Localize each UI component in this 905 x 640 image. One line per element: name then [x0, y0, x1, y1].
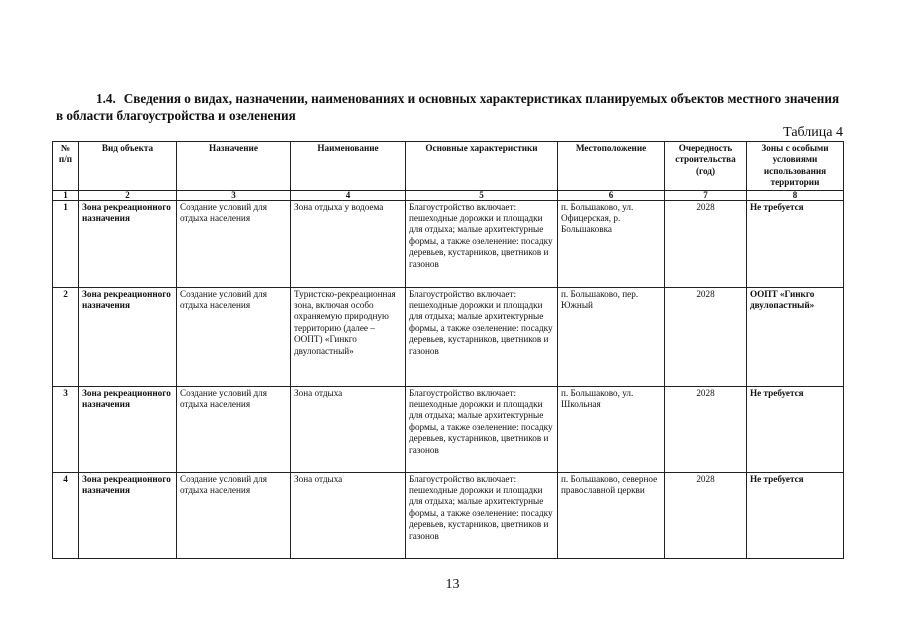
cell-number: 2	[53, 287, 79, 386]
cell-characteristics: Благоустройство включает: пешеходные дорожки и площадки для отдыха; малые архитектурные формы, а также озеленение: посадку деревьев, кустарников, цветников и газонов	[406, 472, 558, 558]
cell-zones: ООПТ «Гинкго двулопастный»	[747, 287, 844, 386]
cell-purpose: Создание условий для отдыха населения	[177, 386, 291, 472]
table-label: Таблица 4	[783, 125, 843, 140]
section-heading	[56, 90, 846, 124]
cell-name: Зона отдыха у водоема	[291, 200, 406, 287]
col-header-year: Очередность строительства (год)	[665, 142, 747, 191]
col-header-zones: Зоны с особыми условиями использования территории	[747, 142, 844, 191]
page-number: 13	[445, 577, 460, 592]
column-number-row	[53, 190, 844, 200]
col-number: 8	[747, 190, 844, 200]
cell-characteristics: Благоустройство включает: пешеходные дорожки и площадки для отдыха; малые архитектурные формы, а также озеленение: посадку деревьев, кустарников, цветников и газонов	[406, 287, 558, 386]
col-number: 7	[665, 190, 747, 200]
cell-purpose: Создание условий для отдыха населения	[177, 287, 291, 386]
planned-objects-table	[52, 141, 844, 559]
col-header-purpose: Назначение	[177, 142, 291, 191]
table-row	[53, 386, 844, 472]
cell-purpose: Создание условий для отдыха населения	[177, 200, 291, 287]
section-title: Сведения о видах, назначении, наименованиях и основных характеристиках планируемых объектов местного значения в области благоустройства и озеленения	[56, 91, 840, 123]
col-number: 2	[79, 190, 177, 200]
section-number: 1.4.	[96, 91, 116, 106]
cell-number: 4	[53, 472, 79, 558]
cell-year: 2028	[665, 386, 747, 472]
col-header-location: Местоположение	[558, 142, 665, 191]
col-header-characteristics: Основные характеристики	[406, 142, 558, 191]
cell-year: 2028	[665, 200, 747, 287]
cell-type: Зона рекреационного назначения	[79, 200, 177, 287]
cell-zones: Не требуется	[747, 200, 844, 287]
col-number: 5	[406, 190, 558, 200]
cell-type: Зона рекреационного назначения	[79, 386, 177, 472]
cell-number: 3	[53, 386, 79, 472]
cell-type: Зона рекреационного назначения	[79, 287, 177, 386]
cell-year: 2028	[665, 287, 747, 386]
cell-zones: Не требуется	[747, 472, 844, 558]
col-number: 3	[177, 190, 291, 200]
col-header-number: № п/п	[53, 142, 79, 191]
table-row	[53, 287, 844, 386]
cell-number: 1	[53, 200, 79, 287]
cell-zones: Не требуется	[747, 386, 844, 472]
cell-purpose: Создание условий для отдыха населения	[177, 472, 291, 558]
cell-type: Зона рекреационного назначения	[79, 472, 177, 558]
cell-year: 2028	[665, 472, 747, 558]
table-row	[53, 200, 844, 287]
col-header-name: Наименование	[291, 142, 406, 191]
header-row	[53, 142, 844, 191]
cell-characteristics: Благоустройство включает: пешеходные дорожки и площадки для отдыха; малые архитектурные формы, а также озеленение: посадку деревьев, кустарников, цветников и газонов	[406, 386, 558, 472]
cell-name: Зона отдыха	[291, 472, 406, 558]
col-number: 1	[53, 190, 79, 200]
col-number: 6	[558, 190, 665, 200]
cell-location: п. Большаково, северное православной церкви	[558, 472, 665, 558]
col-header-type: Вид объекта	[79, 142, 177, 191]
cell-characteristics: Благоустройство включает: пешеходные дорожки и площадки для отдыха; малые архитектурные формы, а также озеленение: посадку деревьев, кустарников, цветников и газонов	[406, 200, 558, 287]
cell-location: п. Большаково, ул. Школьная	[558, 386, 665, 472]
col-number: 4	[291, 190, 406, 200]
cell-name: Зона отдыха	[291, 386, 406, 472]
cell-location: п. Большаково, пер. Южный	[558, 287, 665, 386]
table-row	[53, 472, 844, 558]
cell-name: Туристско-рекреационная зона, включая особо охраняемую природную территорию (далее – ООПТ) «Гинкго двулопастный»	[291, 287, 406, 386]
cell-location: п. Большаково, ул. Офицерская, р. Большаковка	[558, 200, 665, 287]
